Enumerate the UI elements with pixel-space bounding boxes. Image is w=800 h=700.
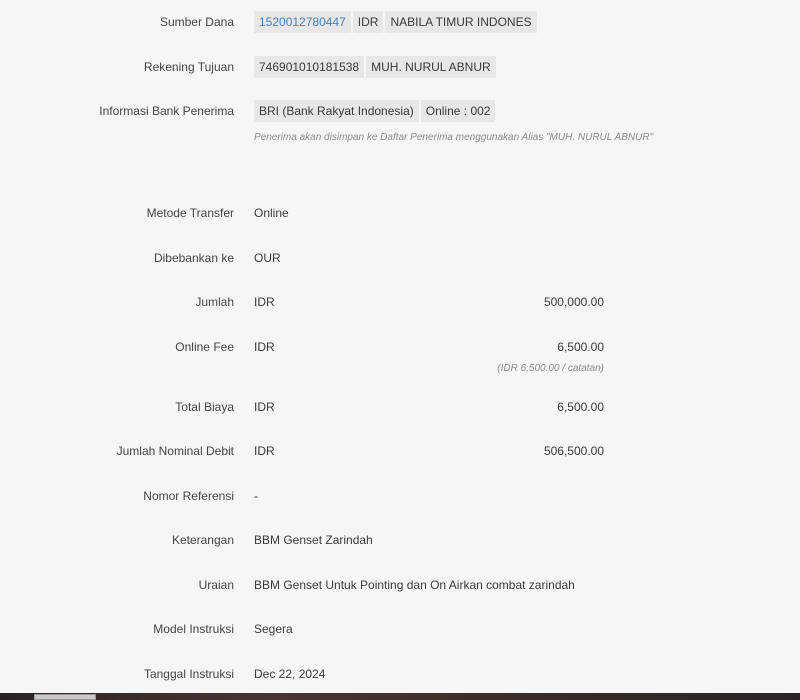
row-metode-transfer — [0, 202, 800, 224]
informasi-bank-label: Informasi Bank Penerima — [99, 104, 234, 118]
row-sumber-dana — [0, 11, 800, 33]
jumlah-nominal-debit-label: Jumlah Nominal Debit — [116, 444, 234, 458]
row-total-biaya — [0, 396, 800, 418]
destination-account: 746901010181538 — [254, 56, 364, 78]
recipient-bank: BRI (Bank Rakyat Indonesia) — [254, 100, 419, 122]
keterangan-value: BBM Genset Zarindah — [254, 533, 373, 547]
keterangan-label: Keterangan — [171, 533, 234, 547]
dibebankan-ke-value: OUR — [254, 251, 281, 265]
source-currency: IDR — [353, 11, 384, 33]
informasi-bank-chips — [254, 100, 495, 122]
row-dibebankan-ke — [0, 247, 800, 269]
row-tanggal-instruksi — [0, 663, 800, 685]
taskbar-button[interactable] — [34, 694, 96, 700]
online-fee-amount: 6,500.00 — [557, 340, 604, 354]
rekening-tujuan-chips — [254, 56, 496, 78]
jumlah-label: Jumlah — [195, 295, 234, 309]
taskbar — [0, 693, 800, 700]
row-informasi-bank — [0, 100, 800, 122]
uraian-value: BBM Genset Untuk Pointing dan On Airkan combat zarindah — [254, 578, 575, 592]
model-instruksi-value: Segera — [254, 622, 293, 636]
online-fee-currency: IDR — [254, 340, 275, 354]
destination-account-name: MUH. NURUL ABNUR — [366, 56, 496, 78]
sumber-dana-label: Sumber Dana — [159, 15, 234, 29]
tanggal-instruksi-value: Dec 22, 2024 — [254, 667, 326, 681]
total-biaya-label: Total Biaya — [175, 400, 234, 414]
total-biaya-currency: IDR — [254, 400, 275, 414]
jumlah-nominal-debit-currency: IDR — [254, 444, 275, 458]
total-biaya-amount: 6,500.00 — [557, 400, 604, 414]
row-jumlah-nominal-debit — [0, 440, 800, 462]
jumlah-amount: 500,000.00 — [543, 295, 604, 309]
row-keterangan — [0, 529, 800, 551]
nomor-referensi-value: - — [254, 489, 258, 503]
metode-transfer-label: Metode Transfer — [146, 206, 234, 220]
dibebankan-ke-label: Dibebankan ke — [153, 251, 234, 265]
row-model-instruksi — [0, 618, 800, 640]
rekening-tujuan-label: Rekening Tujuan — [143, 60, 234, 74]
row-jumlah — [0, 291, 800, 313]
recipient-save-note: Penerima akan disimpan ke Daftar Penerima menggunakan Alias "MUH. NURUL ABNUR" — [254, 132, 654, 143]
jumlah-currency: IDR — [254, 295, 275, 309]
metode-transfer-value: Online — [254, 206, 289, 220]
tanggal-instruksi-label: Tanggal Instruksi — [143, 667, 234, 681]
jumlah-nominal-debit-amount: 506,500.00 — [543, 444, 604, 458]
row-online-fee — [0, 336, 800, 358]
recipient-network: Online : 002 — [421, 100, 496, 122]
model-instruksi-label: Model Instruksi — [153, 622, 234, 636]
nomor-referensi-label: Nomor Referensi — [143, 489, 234, 503]
source-account-link[interactable]: 1520012780447 — [254, 11, 351, 33]
row-uraian — [0, 574, 800, 596]
row-nomor-referensi — [0, 485, 800, 507]
online-fee-note: (IDR 6,500.00 / catatan) — [497, 363, 604, 374]
uraian-label: Uraian — [198, 578, 234, 592]
online-fee-label: Online Fee — [175, 340, 234, 354]
source-account-name: NABILA TIMUR INDONES — [385, 11, 536, 33]
row-rekening-tujuan — [0, 56, 800, 78]
sumber-dana-chips — [254, 11, 537, 33]
